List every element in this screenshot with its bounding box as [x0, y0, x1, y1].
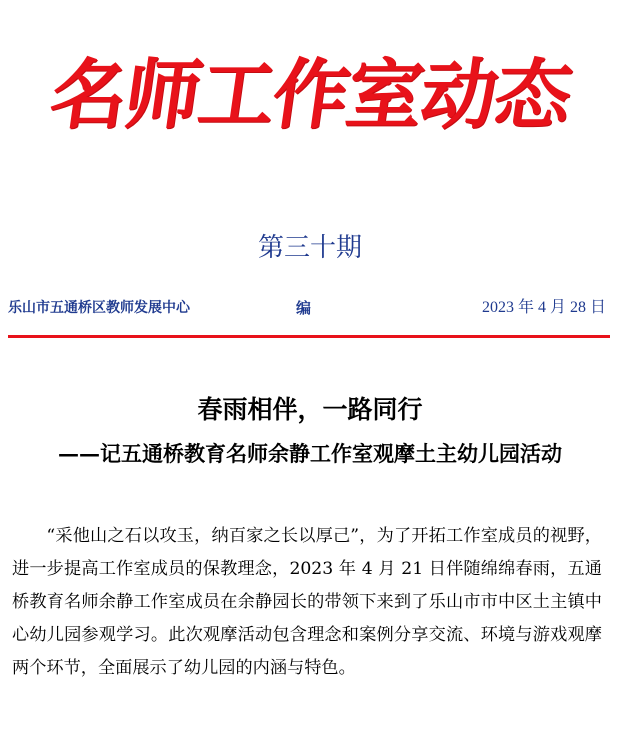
masthead-title: 名师工作室动态	[44, 50, 576, 139]
publisher-name: 乐山市五通桥区教师发展中心	[8, 300, 190, 316]
issue-number: 第三十期	[257, 233, 362, 263]
publication-info-row	[8, 296, 606, 320]
publication-date: 2023 年 4 月 28 日	[481, 299, 606, 316]
article-subtitle: ——记五通桥教育名师余静工作室观摩土主幼儿园活动	[58, 441, 562, 466]
edit-label: 编	[296, 299, 312, 317]
header-divider	[8, 335, 610, 338]
article-title: 春雨相伴，一路同行	[197, 395, 423, 424]
article-paragraph: “采他山之石以攻玉，纳百家之长以厚己”，为了开拓工作室成员的视野，进一步提高工作室成员的保教理念，2023 年 4 月 21 日伴随绵绵春雨，五通桥教育名师余静工作室成员在余静园长的带领下来到了乐山市市中区土主镇中心幼儿园参观学习。此次观摩活动包含理念和案例分享交流、环境与游戏观摩两个环节，全面展示了幼儿园的内涵与特色。	[12, 526, 602, 678]
